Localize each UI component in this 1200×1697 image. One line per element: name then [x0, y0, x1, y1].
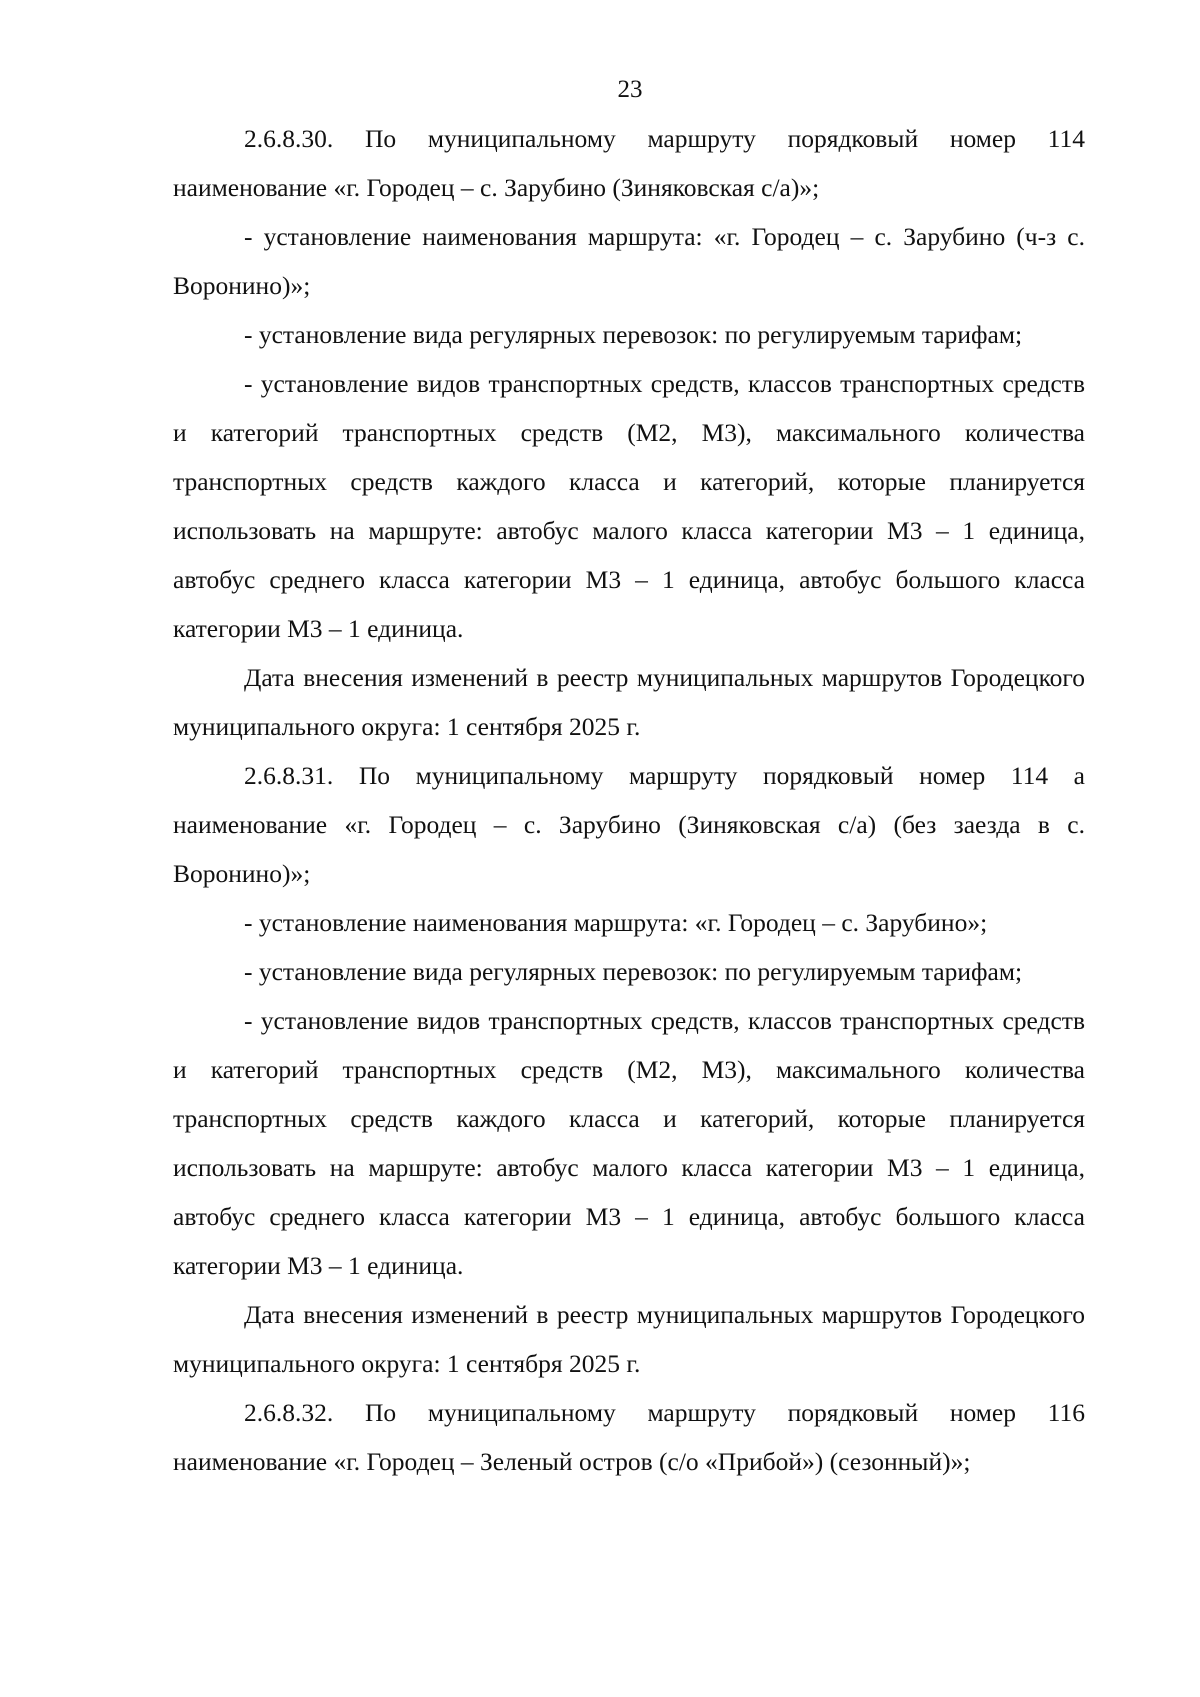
paragraph-2-6-8-31: 2.6.8.31. По муниципальному маршруту порядковый номер 114 а наименование «г. Городец – с. Зарубино (Зиняковская с/а) (без заезда в с. Воронино)»;: [173, 761, 1085, 888]
paragraph-2-6-8-30: 2.6.8.30. По муниципальному маршруту порядковый номер 114 наименование «г. Городец – с. Зарубино (Зиняковская с/а)»;: [173, 124, 1085, 202]
paragraph-registry-date: Дата внесения изменений в реестр муниципальных маршрутов Городецкого муниципального округа: 1 сентября 2025 г.: [173, 1300, 1085, 1378]
paragraph-2-6-8-32: 2.6.8.32. По муниципальному маршруту порядковый номер 116 наименование «г. Городец – Зеленый остров (с/о «Прибой») (сезонный)»;: [173, 1398, 1085, 1476]
paragraph-transport-type: - установление вида регулярных перевозок: по регулируемым тарифам;: [244, 320, 1023, 349]
document-body: [173, 114, 1085, 1486]
paragraph-vehicle-classes: - установление видов транспортных средств, классов транспортных средств и категорий транспортных средств (М2, М3), максимального количества транспортных средств каждого класса и категорий, которые планируется использовать на маршруте: автобус малого класса категории М3 – 1 единица, автобус среднего класса категории М3 – 1 единица, автобус большого класса категории М3 – 1 единица.: [173, 369, 1085, 643]
paragraph-route-name: - установление наименования маршрута: «г. Городец – с. Зарубино»;: [244, 908, 988, 937]
paragraph-vehicle-classes: - установление видов транспортных средств, классов транспортных средств и категорий транспортных средств (М2, М3), максимального количества транспортных средств каждого класса и категорий, которые планируется использовать на маршруте: автобус малого класса категории М3 – 1 единица, автобус среднего класса категории М3 – 1 единица, автобус большого класса категории М3 – 1 единица.: [173, 1006, 1085, 1280]
paragraph-route-name: - установление наименования маршрута: «г. Городец – с. Зарубино (ч-з с. Воронино)»;: [173, 222, 1085, 300]
page-number: 23: [617, 76, 643, 103]
paragraph-registry-date: Дата внесения изменений в реестр муниципальных маршрутов Городецкого муниципального округа: 1 сентября 2025 г.: [173, 663, 1085, 741]
paragraph-transport-type: - установление вида регулярных перевозок: по регулируемым тарифам;: [244, 957, 1023, 986]
